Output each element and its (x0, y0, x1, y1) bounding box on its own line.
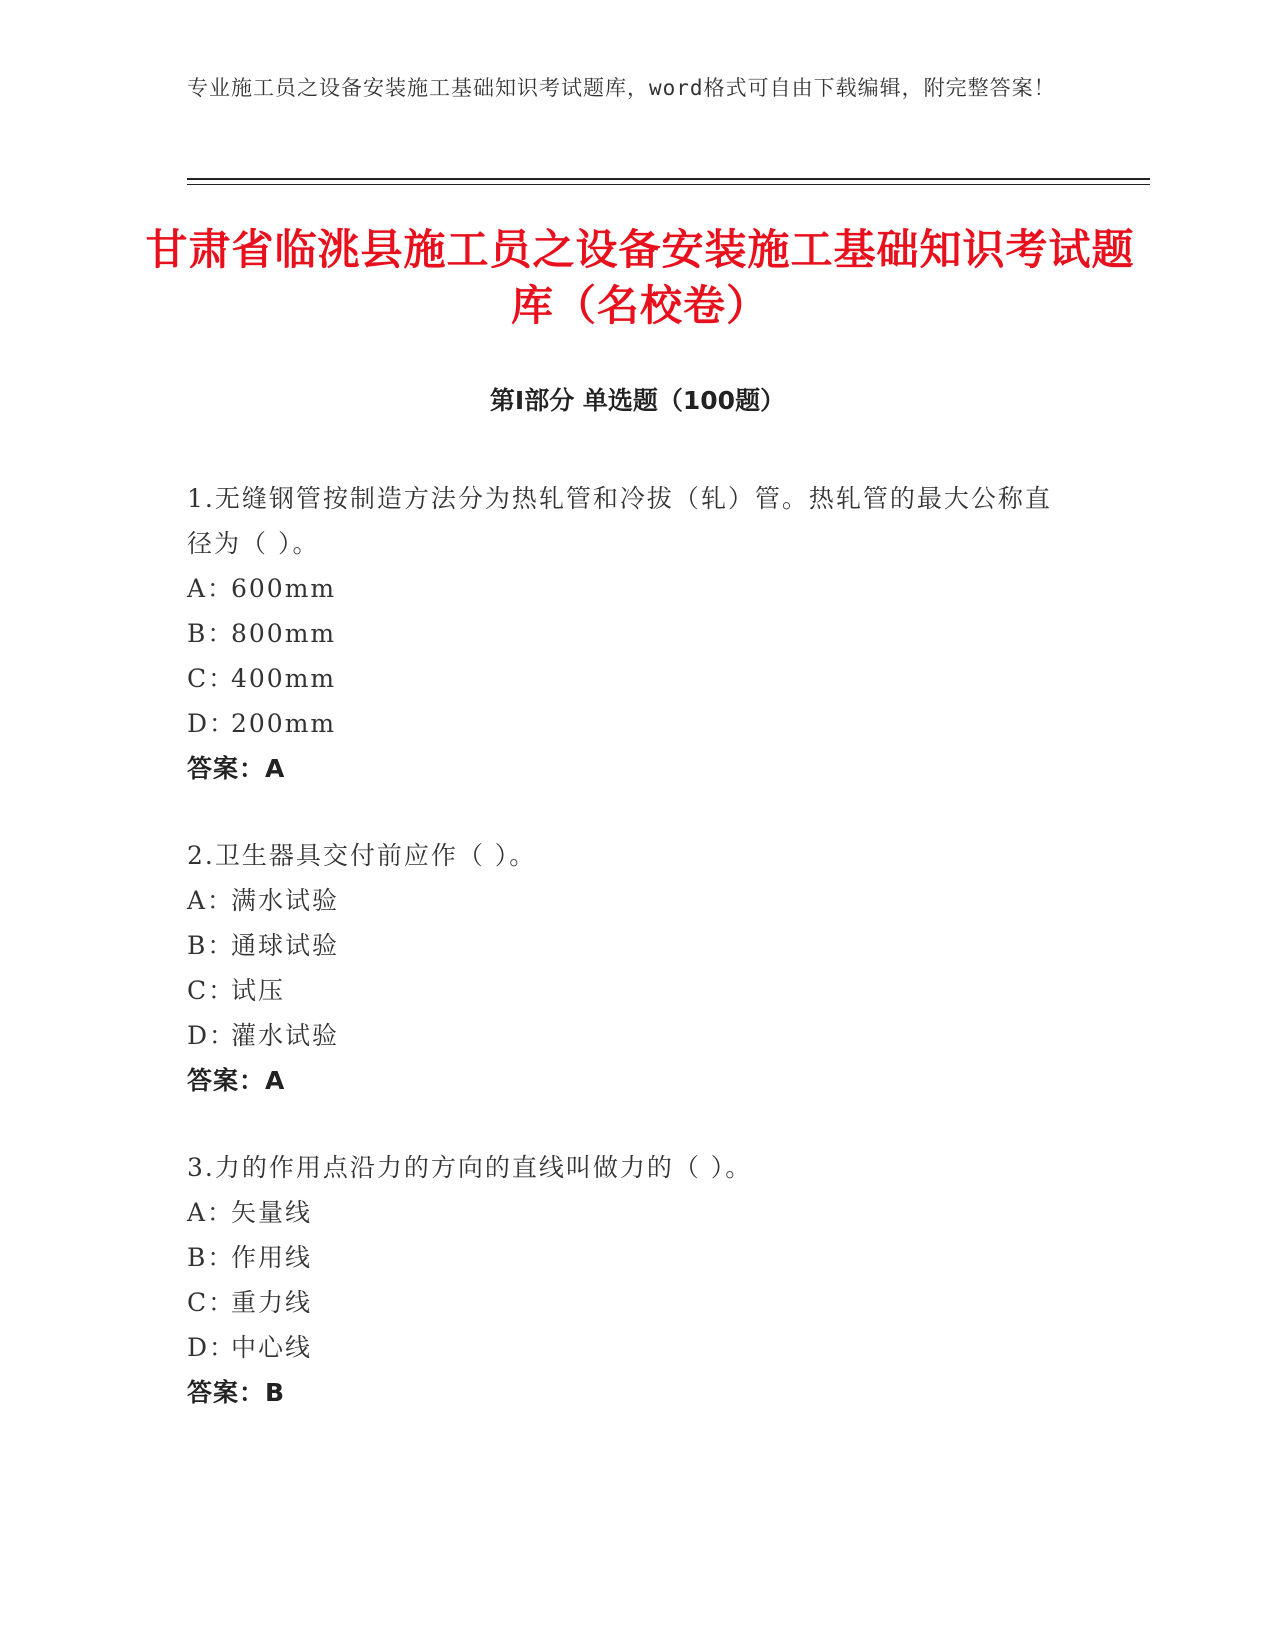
question-stem: 3.力的作用点沿力的方向的直线叫做力的（ ）。 (187, 1153, 753, 1182)
option-d (187, 1325, 1067, 1370)
option-text: 作用线 (231, 1243, 313, 1272)
option-key: A： (187, 886, 235, 915)
question-answer: 答案：A (187, 1066, 286, 1095)
option-text: 灌水试验 (231, 1021, 340, 1050)
option-key: C： (187, 664, 236, 693)
option-text: 中心线 (231, 1333, 313, 1362)
option-text: 400mm (231, 664, 337, 693)
option-c (187, 968, 1067, 1013)
option-c (187, 1280, 1067, 1325)
option-c (187, 656, 1067, 701)
question-answer: 答案：B (187, 1378, 286, 1407)
option-a (187, 1190, 1067, 1235)
option-key: D： (187, 1333, 237, 1362)
question-3 (187, 1145, 1067, 1415)
header-divider-thin (187, 184, 1150, 185)
option-text: 200mm (231, 709, 337, 738)
question-1 (187, 476, 1067, 791)
question-stem: 2.卫生器具交付前应作（ ）。 (187, 841, 537, 870)
option-text: 通球试验 (231, 931, 340, 960)
section-title: 第Ⅰ部分 单选题（100题） (489, 386, 786, 415)
option-b (187, 611, 1067, 656)
option-d (187, 1013, 1067, 1058)
option-d (187, 701, 1067, 746)
option-text: 800mm (231, 619, 337, 648)
option-a (187, 566, 1067, 611)
option-text: 600mm (231, 574, 337, 603)
question-answer: 答案：A (187, 754, 286, 783)
question-2 (187, 833, 1067, 1103)
option-text: 重力线 (231, 1288, 313, 1317)
option-a (187, 878, 1067, 923)
option-key: B： (187, 931, 235, 960)
option-key: A： (187, 1198, 235, 1227)
option-b (187, 923, 1067, 968)
option-key: C： (187, 1288, 236, 1317)
option-key: A： (187, 574, 235, 603)
option-key: D： (187, 709, 237, 738)
option-text: 矢量线 (231, 1198, 313, 1227)
option-key: B： (187, 619, 235, 648)
header-note: 专业施工员之设备安装施工基础知识考试题库，word格式可自由下载编辑，附完整答案！ (187, 76, 1056, 100)
option-key: B： (187, 1243, 235, 1272)
document-title: 甘肃省临洮县施工员之设备安装施工基础知识考试题库（名校卷） (145, 225, 1135, 330)
option-text: 试压 (231, 976, 286, 1005)
option-b (187, 1235, 1067, 1280)
option-text: 满水试验 (231, 886, 340, 915)
option-key: D： (187, 1021, 237, 1050)
option-key: C： (187, 976, 236, 1005)
header-divider-thick (187, 178, 1150, 180)
question-stem: 1.无缝钢管按制造方法分为热轧管和冷拔（轧）管。热轧管的最大公称直径为（ ）。 (187, 484, 1052, 558)
question-list (187, 476, 1067, 1457)
